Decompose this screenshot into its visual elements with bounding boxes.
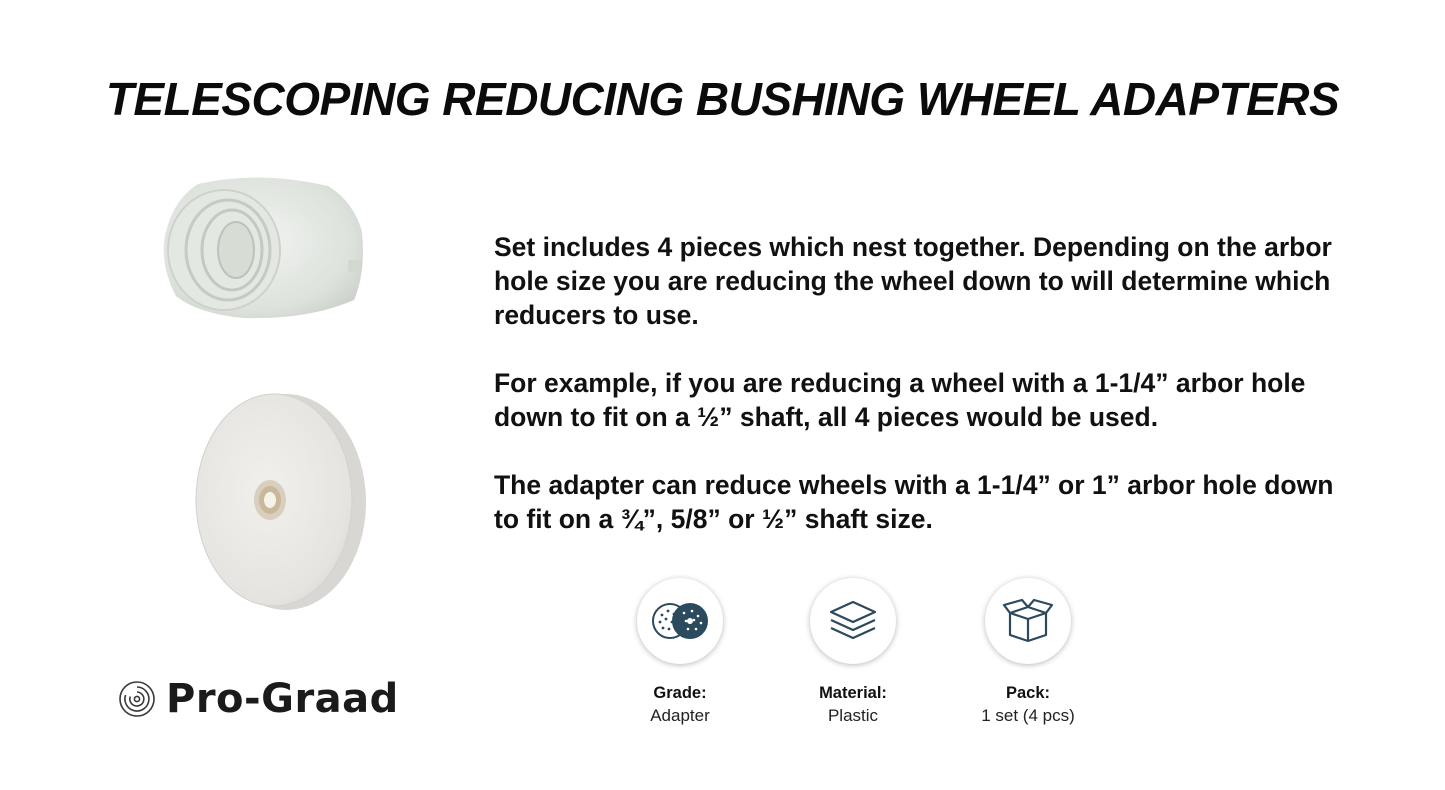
description-paragraph: For example, if you are reducing a wheel with a 1-1/4” arbor hole down to fit on a ½” shaft, all 4 pieces would be used. — [494, 368, 1306, 432]
brand-name: Pro-Graad — [166, 676, 399, 722]
spec-grade — [610, 578, 750, 726]
spec-grade-value: Adapter — [650, 706, 710, 725]
box-icon — [985, 578, 1071, 664]
concentric-circles-logo-icon — [118, 680, 156, 718]
spec-pack — [958, 578, 1098, 726]
spec-grade-label: Grade: — [653, 684, 707, 702]
sanding-disc-icon — [637, 578, 723, 664]
description-paragraph: Set includes 4 pieces which nest together. Depending on the arbor hole size you are reducing the wheel down to will determine which reducers to use. — [494, 232, 1332, 330]
spec-material-value: Plastic — [827, 706, 879, 725]
brand-logo — [118, 677, 399, 721]
spec-pack-value: 1 set (4 pcs) — [981, 706, 1075, 725]
page-title: TELESCOPING REDUCING BUSHING WHEEL ADAPTERS — [105, 73, 1340, 125]
layers-icon — [810, 578, 896, 664]
bushing-adapter-image — [158, 172, 370, 322]
spec-material-label: Material: — [819, 684, 887, 702]
spec-pack-label: Pack: — [1005, 684, 1051, 702]
grinding-wheel-image — [190, 388, 370, 616]
description-paragraph: The adapter can reduce wheels with a 1-1/4” or 1” arbor hole down to fit on a ¾”, 5/8” or ½” shaft size. — [494, 470, 1334, 534]
spec-material — [783, 578, 923, 726]
spec-list — [610, 578, 1130, 738]
product-description — [494, 230, 1334, 570]
